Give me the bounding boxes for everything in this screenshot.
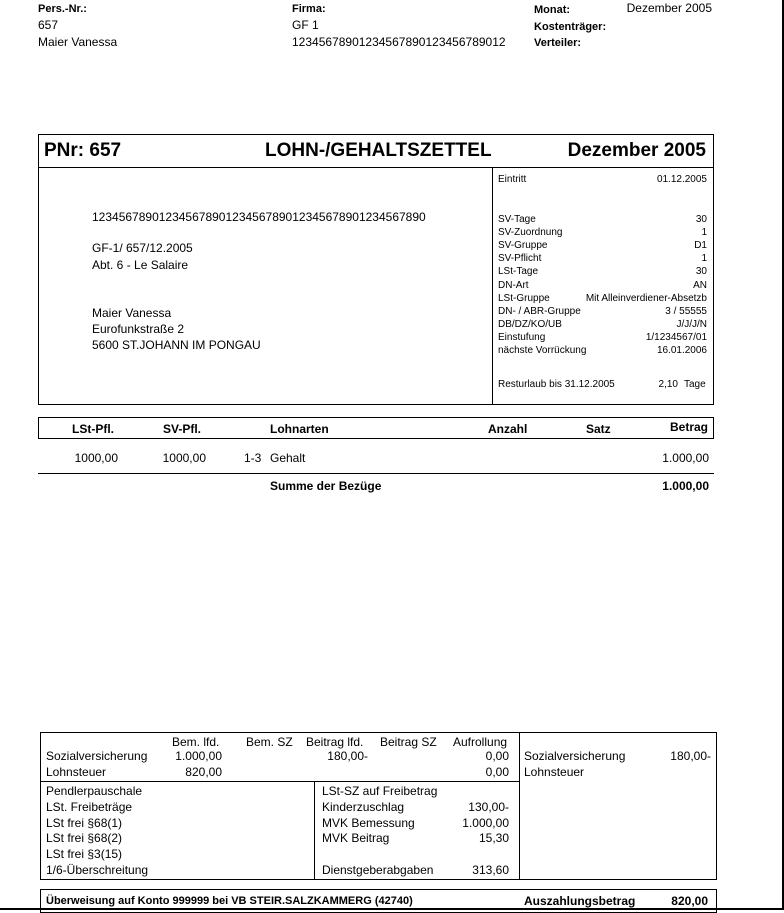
info-label: nächste Vorrückung bbox=[498, 345, 587, 356]
col-lst-pfl: LSt-Pfl. bbox=[72, 422, 114, 436]
firma-label: Firma: bbox=[292, 3, 326, 15]
info-label: LSt-Gruppe bbox=[498, 292, 550, 304]
firma-number: 12345678901234567890123456789012 bbox=[292, 35, 506, 49]
contribution-label: MVK Beitrag bbox=[322, 831, 390, 846]
sv-aufrollung: 0,00 bbox=[485, 749, 509, 763]
sv-bem-lfd: 1.000,00 bbox=[175, 749, 222, 763]
allowance-item: 1/6-Überschreitung bbox=[46, 863, 149, 877]
address-dept-line: Abt. 6 - Le Salaire bbox=[92, 258, 189, 272]
hdr-beitrag-lfd: Beitrag lfd. bbox=[306, 735, 364, 749]
info-value: J/J/J/N bbox=[676, 318, 707, 330]
lst-label: Lohnsteuer bbox=[46, 765, 107, 779]
info-value: AN bbox=[693, 279, 707, 291]
resturlaub-unit: Tage bbox=[684, 379, 706, 390]
info-label: SV-Gruppe bbox=[498, 240, 548, 252]
hdr-aufrollung: Aufrollung bbox=[453, 735, 508, 749]
info-value: D1 bbox=[694, 240, 707, 252]
info-value: 1 bbox=[701, 227, 707, 239]
right-sv-label: Sozialversicherung bbox=[524, 749, 626, 763]
summe-value: 1.000,00 bbox=[662, 479, 709, 493]
eintritt-value: 01.12.2005 bbox=[656, 174, 707, 185]
resturlaub-value: 2,10 bbox=[658, 379, 678, 390]
firma-code: GF 1 bbox=[292, 18, 319, 32]
address-street: Eurofunkstraße 2 bbox=[92, 322, 185, 336]
sv-beitrag-lfd: 180,00- bbox=[327, 749, 368, 763]
allowance-item: LSt frei §3(15) bbox=[46, 847, 123, 862]
monat-value: Dezember 2005 bbox=[626, 1, 712, 15]
info-label: SV-Pflicht bbox=[498, 253, 542, 265]
col-anzahl: Anzahl bbox=[488, 422, 528, 436]
resturlaub-label: Resturlaub bis 31.12.2005 bbox=[498, 379, 615, 390]
info-value: 30 bbox=[695, 266, 707, 278]
hdr-beitrag-sz: Beitrag SZ bbox=[380, 735, 437, 749]
info-value: 30 bbox=[695, 214, 707, 225]
contribution-value: 313,60 bbox=[472, 863, 509, 877]
info-label: Einstufung bbox=[498, 331, 546, 343]
address-ref-line: GF-1/ 657/12.2005 bbox=[92, 241, 193, 255]
hdr-bem-lfd: Bem. lfd. bbox=[172, 735, 220, 749]
slip-info-divider bbox=[492, 167, 493, 405]
sum-divider bbox=[38, 473, 714, 474]
info-label: SV-Zuordnung bbox=[498, 227, 563, 239]
address-name: Maier Vanessa bbox=[92, 306, 172, 320]
wage-table-header bbox=[38, 417, 714, 439]
payout-value: 820,00 bbox=[671, 894, 708, 908]
row-name: Gehalt bbox=[270, 451, 306, 465]
allowance-item: Pendlerpauschale bbox=[46, 784, 143, 798]
info-value: 1 bbox=[701, 253, 707, 265]
contribution-label: MVK Bemessung bbox=[322, 815, 415, 830]
right-sv-value: 180,00- bbox=[670, 749, 711, 763]
payout-label: Auszahlungsbetrag bbox=[524, 894, 636, 908]
lst-bem-lfd: 820,00 bbox=[185, 765, 222, 779]
info-value: 3 / 55555 bbox=[665, 305, 707, 317]
slip-month: Dezember 2005 bbox=[567, 140, 706, 161]
info-label: DB/DZ/KO/UB bbox=[498, 318, 562, 330]
row-code: 1-3 bbox=[244, 451, 262, 465]
payslip-title: LOHN-/GEHALTSZETTEL bbox=[265, 140, 492, 161]
contribution-label: Kinderzuschlag bbox=[322, 799, 405, 814]
col-betrag: Betrag bbox=[669, 420, 708, 434]
pnr-title: PNr: 657 bbox=[44, 140, 122, 161]
monat-label: Monat: bbox=[534, 4, 571, 16]
col-sv-pfl: SV-Pfl. bbox=[163, 422, 202, 436]
summary-right-divider bbox=[519, 732, 520, 880]
contribution-value: 1.000,00 bbox=[462, 815, 509, 830]
row-betrag: 1.000,00 bbox=[662, 451, 709, 465]
verteiler-label: Verteiler: bbox=[534, 37, 582, 49]
contribution-value: 130,00- bbox=[468, 799, 509, 814]
info-label: SV-Tage bbox=[498, 214, 536, 225]
sv-label: Sozialversicherung bbox=[46, 749, 148, 763]
kostentraeger-label: Kostenträger: bbox=[534, 21, 607, 33]
eintritt-label: Eintritt bbox=[498, 174, 527, 185]
info-value: 1/1234567/01 bbox=[645, 331, 707, 343]
col-lohnarten: Lohnarten bbox=[270, 422, 329, 436]
address-number-line: 12345678901234567890123456789012345678901234567890 bbox=[92, 210, 426, 224]
allowance-item: LSt. Freibeträge bbox=[46, 799, 133, 814]
contribution-label: Dienstgeberabgaben bbox=[322, 863, 434, 877]
summe-label: Summe der Bezüge bbox=[270, 479, 382, 493]
pers-nr-label: Pers.-Nr.: bbox=[38, 3, 87, 15]
col-satz: Satz bbox=[586, 422, 611, 436]
pers-nr-value: 657 bbox=[38, 18, 59, 32]
info-value: 16.01.2006 bbox=[656, 345, 707, 356]
info-label: LSt-Tage bbox=[498, 266, 539, 278]
right-lst-label: Lohnsteuer bbox=[524, 765, 585, 779]
allowance-item: LSt frei §68(1) bbox=[46, 815, 123, 830]
info-label: DN- / ABR-Gruppe bbox=[498, 305, 581, 317]
allowance-item: LSt frei §68(2) bbox=[46, 831, 123, 846]
row-lst-pfl: 1000,00 bbox=[74, 451, 118, 465]
contribution-label: LSt-SZ auf Freibetrag bbox=[322, 784, 438, 798]
lst-aufrollung: 0,00 bbox=[485, 765, 509, 779]
row-sv-pfl: 1000,00 bbox=[162, 451, 206, 465]
slip-title-divider bbox=[38, 167, 714, 168]
contribution-value: 15,30 bbox=[478, 831, 509, 846]
summary-mid-divider bbox=[40, 781, 519, 782]
info-label: DN-Art bbox=[498, 279, 529, 291]
transfer-label: Überweisung auf Konto 999999 bei VB STEIR.SALZKAMMERG (42740) bbox=[46, 895, 413, 907]
address-city: 5600 ST.JOHANN IM PONGAU bbox=[92, 338, 261, 352]
pers-name: Maier Vanessa bbox=[38, 35, 118, 49]
info-value: Mit Alleinverdiener-Absetzb bbox=[585, 292, 707, 304]
hdr-bem-sz: Bem. SZ bbox=[246, 735, 293, 749]
summary-inner-divider bbox=[314, 781, 315, 880]
